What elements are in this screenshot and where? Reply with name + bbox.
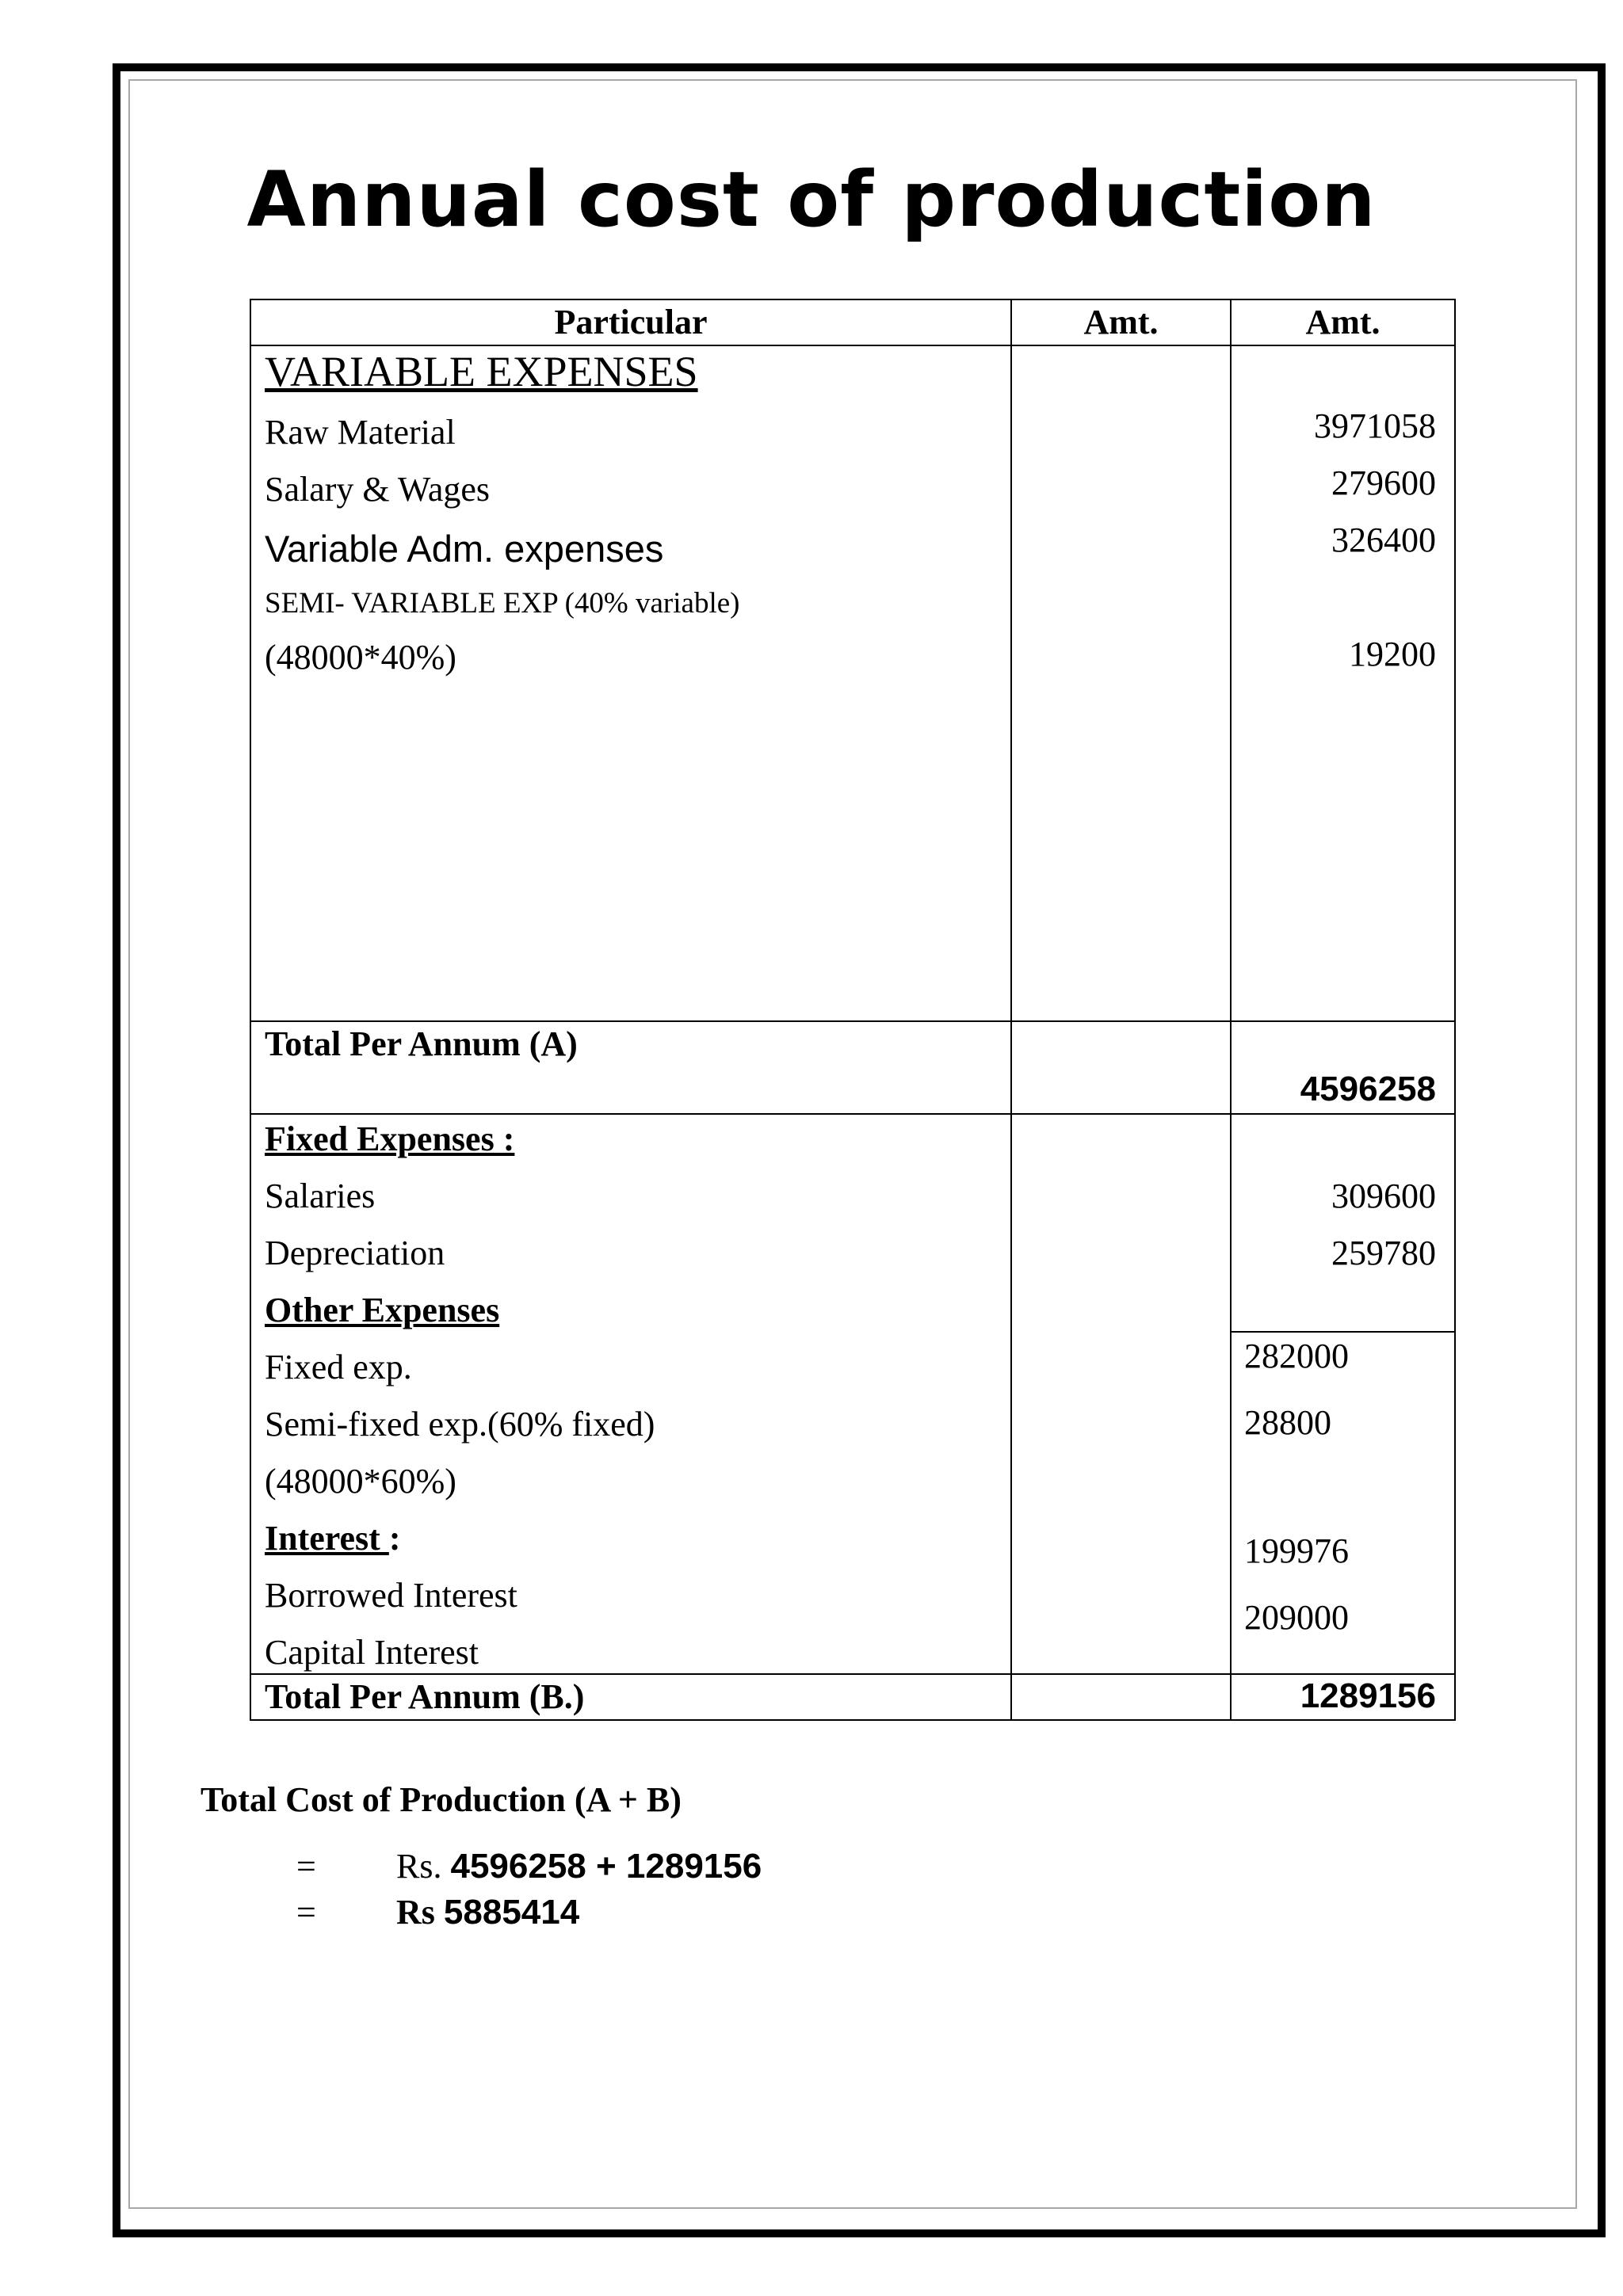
other-item-label: Semi-fixed exp.(60% fixed): [265, 1405, 655, 1444]
interest-item-amount: 209000: [1244, 1598, 1349, 1637]
currency-prefix: Rs: [396, 1893, 444, 1932]
fixed-item-amount: 309600: [1331, 1177, 1436, 1215]
header-amount-1: Amt.: [1083, 303, 1159, 341]
other-item-amount: 282000: [1244, 1337, 1349, 1375]
total-label-b: Total Per Annum (B.): [265, 1677, 585, 1716]
other-item-label: Fixed exp.: [265, 1348, 412, 1386]
summary-line-total: [396, 1892, 579, 1932]
subheading-interest: [265, 1518, 400, 1558]
section-heading-variable: VARIABLE EXPENSES: [265, 348, 698, 395]
header-amount-2: Amt.: [1305, 303, 1381, 341]
other-item-amount: 28800: [1244, 1403, 1331, 1442]
summary-heading: Total Cost of Production (A + B): [200, 1780, 682, 1819]
variable-item-label: SEMI- VARIABLE EXP (40% variable): [265, 587, 740, 620]
page-title: Annual cost of production: [246, 155, 1377, 244]
header-particular: Particular: [554, 303, 708, 341]
variable-item-label: Raw Material: [265, 413, 456, 452]
total-amount-b: 1289156: [1300, 1676, 1436, 1715]
variable-item-amount: 326400: [1331, 521, 1436, 559]
summary-equals-sign: =: [296, 1893, 316, 1932]
variable-item-amount: 19200: [1349, 635, 1436, 673]
total-label-a: Total Per Annum (A): [265, 1024, 578, 1063]
summary-line-sum: [396, 1846, 762, 1886]
other-item-label: (48000*60%): [265, 1462, 456, 1501]
currency-prefix: Rs.: [396, 1847, 451, 1886]
section-heading-fixed: Fixed Expenses :: [265, 1119, 515, 1158]
interest-heading-colon: :: [388, 1519, 401, 1558]
variable-item-label: (48000*40%): [265, 638, 456, 677]
interest-item-label: Capital Interest: [265, 1633, 479, 1672]
interest-heading-text: Interest: [265, 1519, 389, 1558]
interest-item-amount: 199976: [1244, 1531, 1349, 1570]
fixed-item-label: Depreciation: [265, 1234, 445, 1272]
variable-item-label: Variable Adm. expenses: [265, 528, 664, 570]
grand-total: 5885414: [443, 1893, 580, 1932]
fixed-item-label: Salaries: [265, 1177, 376, 1215]
variable-item-label: Salary & Wages: [265, 470, 491, 509]
variable-item-amount: 279600: [1331, 463, 1436, 502]
summary-equals-sign: =: [296, 1847, 316, 1886]
variable-item-amount: 3971058: [1314, 406, 1436, 445]
sum-expression: 4596258 + 1289156: [450, 1847, 762, 1886]
total-amount-a: 4596258: [1300, 1070, 1436, 1108]
subheading-other-expenses: Other Expenses: [265, 1291, 500, 1329]
fixed-item-amount: 259780: [1331, 1234, 1436, 1272]
interest-item-label: Borrowed Interest: [265, 1576, 517, 1615]
